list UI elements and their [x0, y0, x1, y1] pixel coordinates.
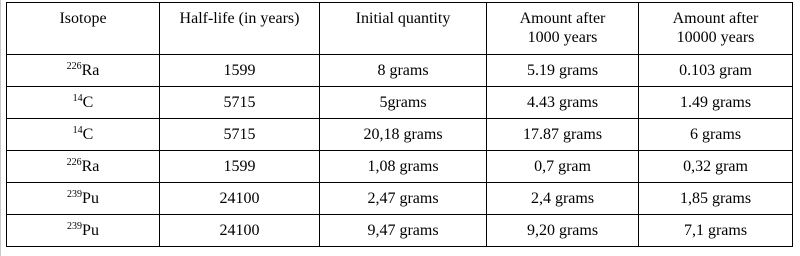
table-row: [7, 215, 793, 247]
initial-quantity-cell: 1,08 grams: [320, 151, 487, 183]
mass-number: 226: [66, 157, 82, 168]
header-initial-quantity: Initial quantity: [320, 3, 487, 55]
mass-number: 239: [67, 189, 83, 200]
table-row: [7, 151, 793, 183]
mass-number: 14: [72, 125, 83, 136]
table-row: [7, 183, 793, 215]
table-row: [7, 119, 793, 151]
half-life-cell: 5715: [160, 119, 320, 151]
amount-after-10000-cell: 0,32 gram: [639, 151, 793, 183]
header-isotope: Isotope: [7, 3, 160, 55]
isotope-decay-table: [6, 2, 793, 247]
initial-quantity-cell: 20,18 grams: [320, 119, 487, 151]
half-life-cell: 5715: [160, 87, 320, 119]
amount-after-1000-cell: 2,4 grams: [487, 183, 639, 215]
isotope-cell: [7, 119, 160, 151]
amount-after-10000-cell: 1.49 grams: [639, 87, 793, 119]
initial-quantity-cell: 9,47 grams: [320, 215, 487, 247]
half-life-cell: 24100: [160, 215, 320, 247]
initial-quantity-cell: 8 grams: [320, 55, 487, 87]
table-row: [7, 55, 793, 87]
element-symbol: C: [82, 94, 94, 111]
isotope-cell: [7, 87, 160, 119]
amount-after-1000-cell: 9,20 grams: [487, 215, 639, 247]
amount-after-10000-cell: 0.103 gram: [639, 55, 793, 87]
half-life-cell: 1599: [160, 55, 320, 87]
mass-number: 239: [67, 221, 83, 232]
element-symbol: Pu: [82, 222, 99, 239]
mass-number: 14: [72, 93, 83, 104]
element-symbol: Ra: [81, 158, 100, 175]
amount-after-1000-cell: 5.19 grams: [487, 55, 639, 87]
isotope-cell: [7, 215, 160, 247]
amount-after-10000-cell: 7,1 grams: [639, 215, 793, 247]
isotope-cell: [7, 151, 160, 183]
amount-after-1000-cell: 4.43 grams: [487, 87, 639, 119]
header-row: [7, 3, 793, 55]
table-row: [7, 87, 793, 119]
header-amount-after-10000: Amount after 10000 years: [639, 3, 793, 55]
mass-number: 226: [66, 61, 82, 72]
isotope-cell: [7, 183, 160, 215]
initial-quantity-cell: 2,47 grams: [320, 183, 487, 215]
element-symbol: C: [82, 126, 94, 143]
header-amount-after-1000: Amount after 1000 years: [487, 3, 639, 55]
initial-quantity-cell: 5grams: [320, 87, 487, 119]
amount-after-1000-cell: 0,7 gram: [487, 151, 639, 183]
half-life-cell: 1599: [160, 151, 320, 183]
element-symbol: Pu: [82, 190, 99, 207]
isotope-cell: [7, 55, 160, 87]
header-half-life: Half-life (in years): [160, 3, 320, 55]
element-symbol: Ra: [81, 62, 100, 79]
amount-after-10000-cell: 6 grams: [639, 119, 793, 151]
page-edge-line: [0, 0, 1, 256]
amount-after-10000-cell: 1,85 grams: [639, 183, 793, 215]
amount-after-1000-cell: 17.87 grams: [487, 119, 639, 151]
half-life-cell: 24100: [160, 183, 320, 215]
